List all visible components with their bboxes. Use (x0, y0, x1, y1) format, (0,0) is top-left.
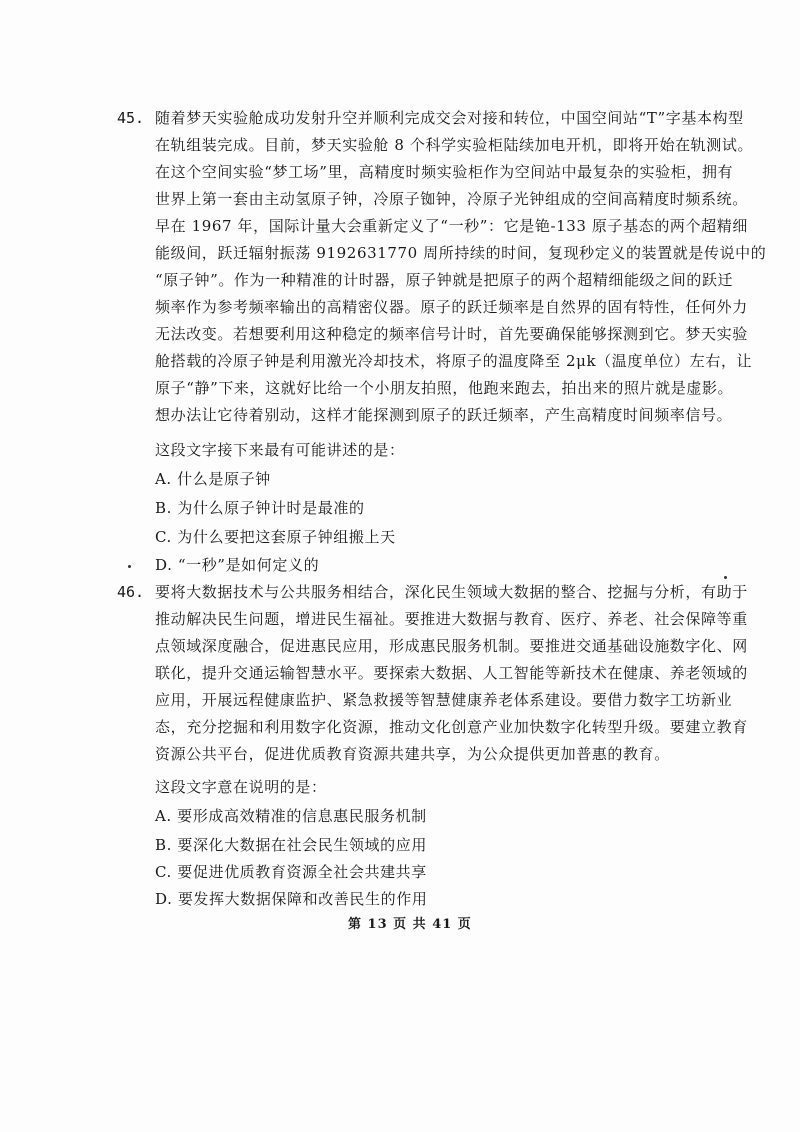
question-45-line: 想办法让它待着别动，这样才能探测到原子的跃迁频率，产生高精度时间频率信号。 (155, 406, 733, 424)
question-46-line: 点领域深度融合，促进惠民应用，形成惠民服务机制。要推进交通基础设施数字化、网 (155, 637, 748, 655)
question-46-line: 联化，提升交通运输智慧水平。要探索大数据、人工智能等新技术在健康、养老领域的 (155, 664, 748, 682)
question-45-option-d[interactable]: D. “一秒”是如何定义的 (155, 556, 320, 574)
question-46-line: 推动解决民生问题，增进民生福祉。要推进大数据与教育、医疗、养老、社会保障等重 (155, 610, 748, 628)
question-45-line: 随着梦天实验舱成功发射升空并顺利完成交会对接和转位，中国空间站“T”字基本构型 (155, 109, 744, 127)
question-45-line: 原子“静”下来，这就好比给一个小朋友拍照，他跑来跑去，拍出来的照片就是虚影。 (155, 379, 734, 397)
question-46-number: 46. (117, 583, 145, 601)
question-46-line: 应用，开展远程健康监护、紧急救援等智慧健康养老体系建设。要借力数字工坊新业 (155, 691, 733, 709)
question-46-option-b[interactable]: B. 要深化大数据在社会民生领域的应用 (155, 836, 427, 854)
question-45-number: 45. (117, 109, 145, 127)
question-45-line: 早在 1967 年，国际计量大会重新定义了“一秒”：它是铯-133 原子基态的两个超精细 (155, 217, 748, 235)
scan-speck (724, 576, 727, 579)
question-45-option-a[interactable]: A. 什么是原子钟 (155, 470, 271, 488)
question-46-line: 要将大数据技术与公共服务相结合，深化民生领域大数据的整合、挖掘与分析，有助于 (155, 583, 748, 601)
question-45-line: 无法改变。若想要利用这种稳定的频率信号计时，首先要确保能够探测到它。梦天实验 (155, 325, 748, 343)
question-45-line: “原子钟”。作为一种精准的计时器，原子钟就是把原子的两个超精细能级之间的跃迁 (155, 271, 734, 289)
question-45-line: 世界上第一套由主动氢原子钟，冷原子铷钟，冷原子光钟组成的空间高精度时频系统。 (155, 190, 748, 208)
question-45-line: 能级间，跃迁辐射振荡 9192631770 周所持续的时间，复现秒定义的装置就是传说中的 (155, 244, 767, 262)
question-45-line: 在这个空间实验“梦工场”里，高精度时频实验柜作为空间站中最复杂的实验柜，拥有 (155, 163, 734, 181)
question-46-prompt: 这段文字意在说明的是： (155, 778, 327, 796)
question-45-line: 舱搭载的冷原子钟是利用激光冷却技术，将原子的温度降至 2μk（温度单位）左右，让 (155, 352, 753, 370)
page-number-footer: 第 13 页 共 41 页 (348, 917, 472, 932)
question-46-line: 态，充分挖掘和利用数字化资源，推动文化创意产业加快数字化转型升级。要建立教育 (155, 718, 748, 736)
question-46-line: 资源公共平台，促进优质教育资源共建共享，为公众提供更加普惠的教育。 (155, 745, 670, 763)
question-45-line: 在轨组装完成。目前，梦天实验舱 8 个科学实验柜陆续加电开机，即将开始在轨测试。 (155, 136, 754, 154)
question-45-option-b[interactable]: B. 为什么原子钟计时是最准的 (155, 499, 365, 517)
question-45-option-c[interactable]: C. 为什么要把这套原子钟组搬上天 (155, 528, 396, 546)
question-46-option-d[interactable]: D. 要发挥大数据保障和改善民生的作用 (155, 890, 428, 908)
question-45-prompt: 这段文字接下来最有可能讲述的是： (155, 441, 405, 459)
question-45-line: 频率作为参考频率输出的高精密仪器。原子的跃迁频率是自然界的固有特性，任何外力 (155, 298, 748, 316)
scan-speck (128, 565, 131, 568)
question-46-option-c[interactable]: C. 要促进优质教育资源全社会共建共享 (155, 863, 427, 881)
question-46-option-a[interactable]: A. 要形成高效精准的信息惠民服务机制 (155, 807, 427, 825)
